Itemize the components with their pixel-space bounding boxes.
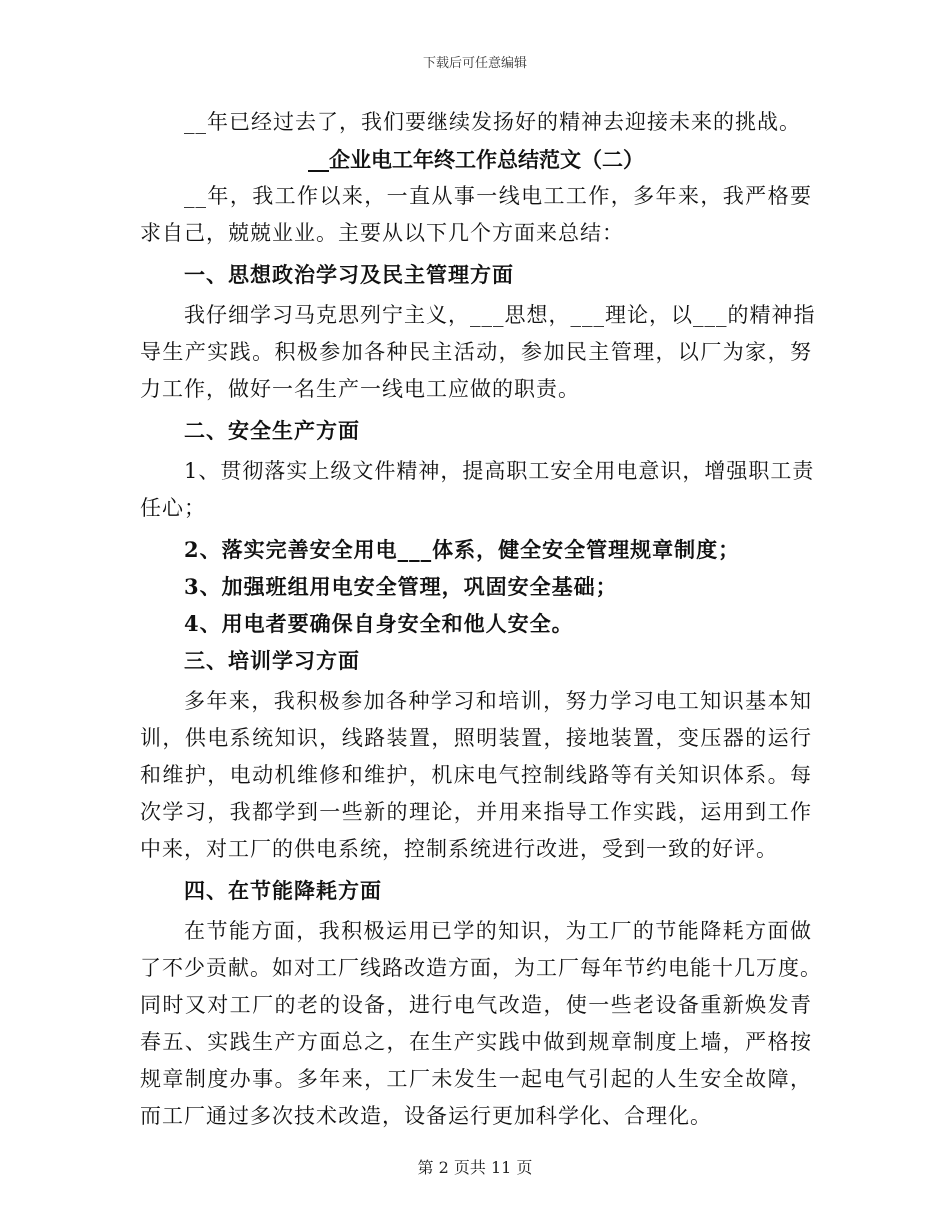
heading-4: 四、在节能降耗方面 xyxy=(184,878,382,903)
safety-item-1-line-1: 1、贯彻落实上级文件精神，提高职工安全用电意识，增强职工责 xyxy=(184,459,815,483)
p4-line-2: 了不少贡献。如对工厂线路改造方面，为工厂每年节约电能十几万度。 xyxy=(140,956,822,980)
heading-3: 三、培训学习方面 xyxy=(184,648,360,673)
p1-line-1: 我仔细学习马克思列宁主义，___思想，___理论，以___的精神指 xyxy=(184,303,816,327)
heading-1: 一、思想政治学习及民主管理方面 xyxy=(184,262,514,287)
safety-item-2: 2、落实完善安全用电___体系，健全安全管理规章制度； xyxy=(184,537,741,562)
p3-line-2: 训，供电系统知识，线路装置，照明装置，接地装置，变压器的运行 xyxy=(140,726,812,750)
page-footer: 第 2 页共 11 页 xyxy=(417,1158,533,1177)
p4-line-3: 同时又对工厂的老的设备，进行电气改造，使一些老设备重新焕发青 xyxy=(140,993,812,1017)
p3-line-4: 次学习，我都学到一些新的理论，并用来指导工作实践，运用到工作 xyxy=(140,800,812,824)
opening-line-2: 求自己，兢兢业业。主要从以下几个方面来总结： xyxy=(140,221,624,245)
safety-item-4: 4、用电者要确保自身安全和他人安全。 xyxy=(184,611,574,636)
safety-item-1-line-2: 任心； xyxy=(140,496,206,520)
opening-line-1: __年，我工作以来，一直从事一线电工工作，多年来，我严格要 xyxy=(184,184,812,208)
intro-ending-paragraph: __年已经过去了，我们要继续发扬好的精神去迎接未来的挑战。 xyxy=(184,110,801,134)
heading-2: 二、安全生产方面 xyxy=(184,418,360,443)
p3-line-1: 多年来，我积极参加各种学习和培训，努力学习电工知识基本知 xyxy=(184,689,812,713)
p4-line-5: 规章制度办事。多年来，工厂未发生一起电气引起的人生安全故障， xyxy=(140,1067,812,1091)
p1-line-2: 导生产实践。积极参加各种民主活动，参加民主管理，以厂为家，努 xyxy=(140,340,812,364)
p3-line-5: 中来，对工厂的供电系统，控制系统进行改进，受到一致的好评。 xyxy=(140,837,778,861)
p1-line-3: 力工作，做好一名生产一线电工应做的职责。 xyxy=(140,377,580,401)
section-title: __企业电工年终工作总结范文（二） xyxy=(308,147,644,172)
page-header: 下载后可任意编辑 xyxy=(422,56,527,71)
p4-line-4: 春五、实践生产方面总之，在生产实践中做到规章制度上墙，严格按 xyxy=(140,1030,812,1054)
safety-item-3: 3、加强班组用电安全管理，巩固安全基础； xyxy=(184,574,618,599)
p4-line-1: 在节能方面，我积极运用已学的知识，为工厂的节能降耗方面做 xyxy=(184,919,812,943)
document-body xyxy=(140,104,822,1135)
p4-line-6: 而工厂通过多次技术改造，设备运行更加科学化、合理化。 xyxy=(140,1104,712,1128)
p3-line-3: 和维护，电动机维修和维护，机床电气控制线路等有关知识体系。每 xyxy=(140,763,812,787)
